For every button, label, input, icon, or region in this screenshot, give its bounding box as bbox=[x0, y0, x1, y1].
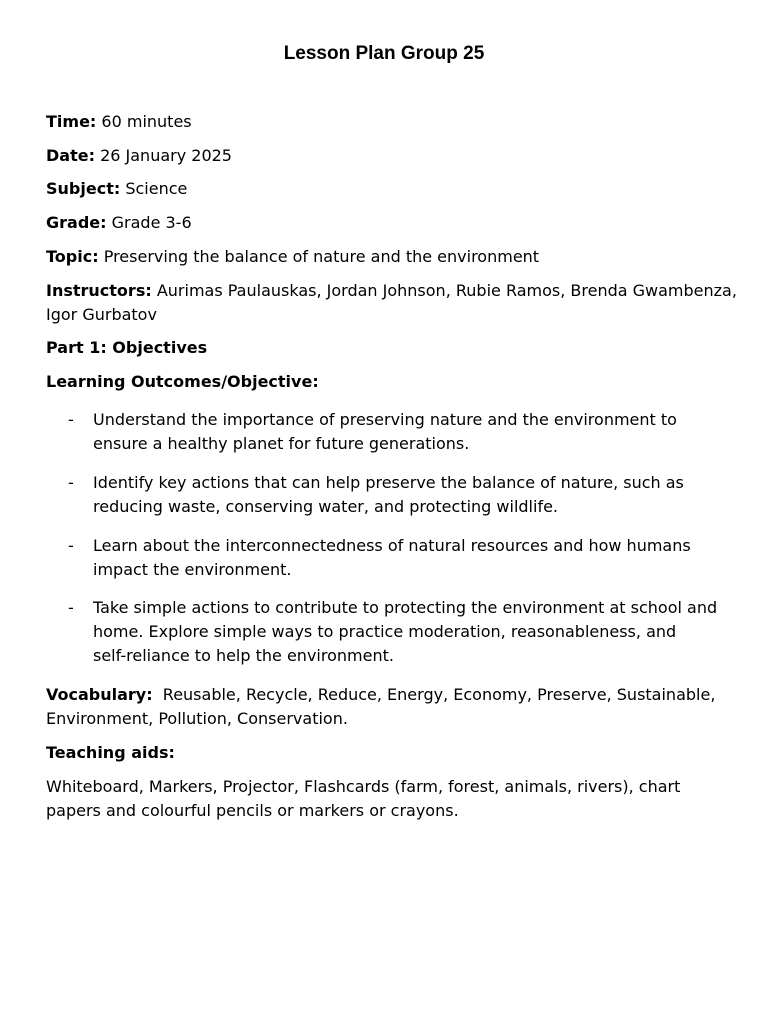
objective-item bbox=[68, 596, 718, 668]
vocabulary-label: Vocabulary: bbox=[46, 685, 153, 704]
field-time-value: 60 minutes bbox=[101, 112, 192, 131]
field-instructors-value-line1: Aurimas Paulauskas, Jordan Johnson, Rubie Ramos, Brenda Gwambenza, bbox=[156, 281, 737, 300]
field-time-label: Time: bbox=[46, 112, 97, 131]
bullet-dash: - bbox=[68, 473, 74, 492]
teaching-aids-heading bbox=[46, 741, 726, 765]
teaching-aids-line2: papers and colourful pencils or markers or crayons. bbox=[46, 801, 459, 820]
vocabulary-line2: Environment, Pollution, Conservation. bbox=[46, 709, 348, 728]
field-topic-label: Topic: bbox=[46, 247, 99, 266]
objective-item bbox=[68, 408, 718, 456]
field-topic-value: Preserving the balance of nature and the environment bbox=[103, 247, 540, 266]
field-date-value: 26 January 2025 bbox=[100, 146, 232, 165]
vocabulary-line1: Reusable, Recycle, Reduce, Energy, Economy, Preserve, Sustainable, bbox=[162, 685, 716, 704]
field-instructors-value-line2: Igor Gurbatov bbox=[46, 305, 157, 324]
field-date bbox=[46, 144, 726, 168]
field-instructors bbox=[46, 279, 737, 327]
objective-item bbox=[68, 471, 718, 519]
vocabulary-section bbox=[46, 683, 726, 731]
bullet-dash: - bbox=[68, 536, 74, 555]
teaching-aids-heading-text: Teaching aids: bbox=[46, 743, 175, 762]
field-grade bbox=[46, 211, 726, 235]
teaching-aids-body bbox=[46, 775, 726, 823]
objective-line: ensure a healthy planet for future generations. bbox=[93, 434, 470, 453]
objective-line: impact the environment. bbox=[93, 560, 292, 579]
objective-line: self-reliance to help the environment. bbox=[93, 646, 394, 665]
field-grade-value: Grade 3-6 bbox=[111, 213, 192, 232]
part1-heading-text: Part 1: Objectives bbox=[46, 338, 208, 357]
objective-line: reducing waste, conserving water, and protecting wildlife. bbox=[93, 497, 559, 516]
part1-heading bbox=[46, 336, 726, 360]
outcomes-heading-text: Learning Outcomes/Objective: bbox=[46, 372, 319, 391]
objective-line: Learn about the interconnectedness of natural resources and how humans bbox=[93, 536, 691, 555]
field-grade-label: Grade: bbox=[46, 213, 107, 232]
page-title: Lesson Plan Group 25 bbox=[283, 43, 485, 64]
field-time bbox=[46, 110, 726, 134]
bullet-dash: - bbox=[68, 410, 74, 429]
objective-item bbox=[68, 534, 718, 582]
teaching-aids-line1: Whiteboard, Markers, Projector, Flashcards (farm, forest, animals, rivers), chart bbox=[46, 777, 681, 796]
bullet-dash: - bbox=[68, 598, 74, 617]
objective-line: Take simple actions to contribute to protecting the environment at school and bbox=[93, 598, 718, 617]
field-topic bbox=[46, 245, 726, 269]
field-subject-label: Subject: bbox=[46, 179, 121, 198]
field-subject-value: Science bbox=[125, 179, 188, 198]
field-subject bbox=[46, 177, 726, 201]
objective-line: Identify key actions that can help preserve the balance of nature, such as bbox=[93, 473, 684, 492]
objective-line: Understand the importance of preserving nature and the environment to bbox=[93, 410, 677, 429]
objective-line: home. Explore simple ways to practice moderation, reasonableness, and bbox=[93, 622, 677, 641]
field-date-label: Date: bbox=[46, 146, 95, 165]
field-instructors-label: Instructors: bbox=[46, 281, 152, 300]
outcomes-heading bbox=[46, 370, 726, 394]
